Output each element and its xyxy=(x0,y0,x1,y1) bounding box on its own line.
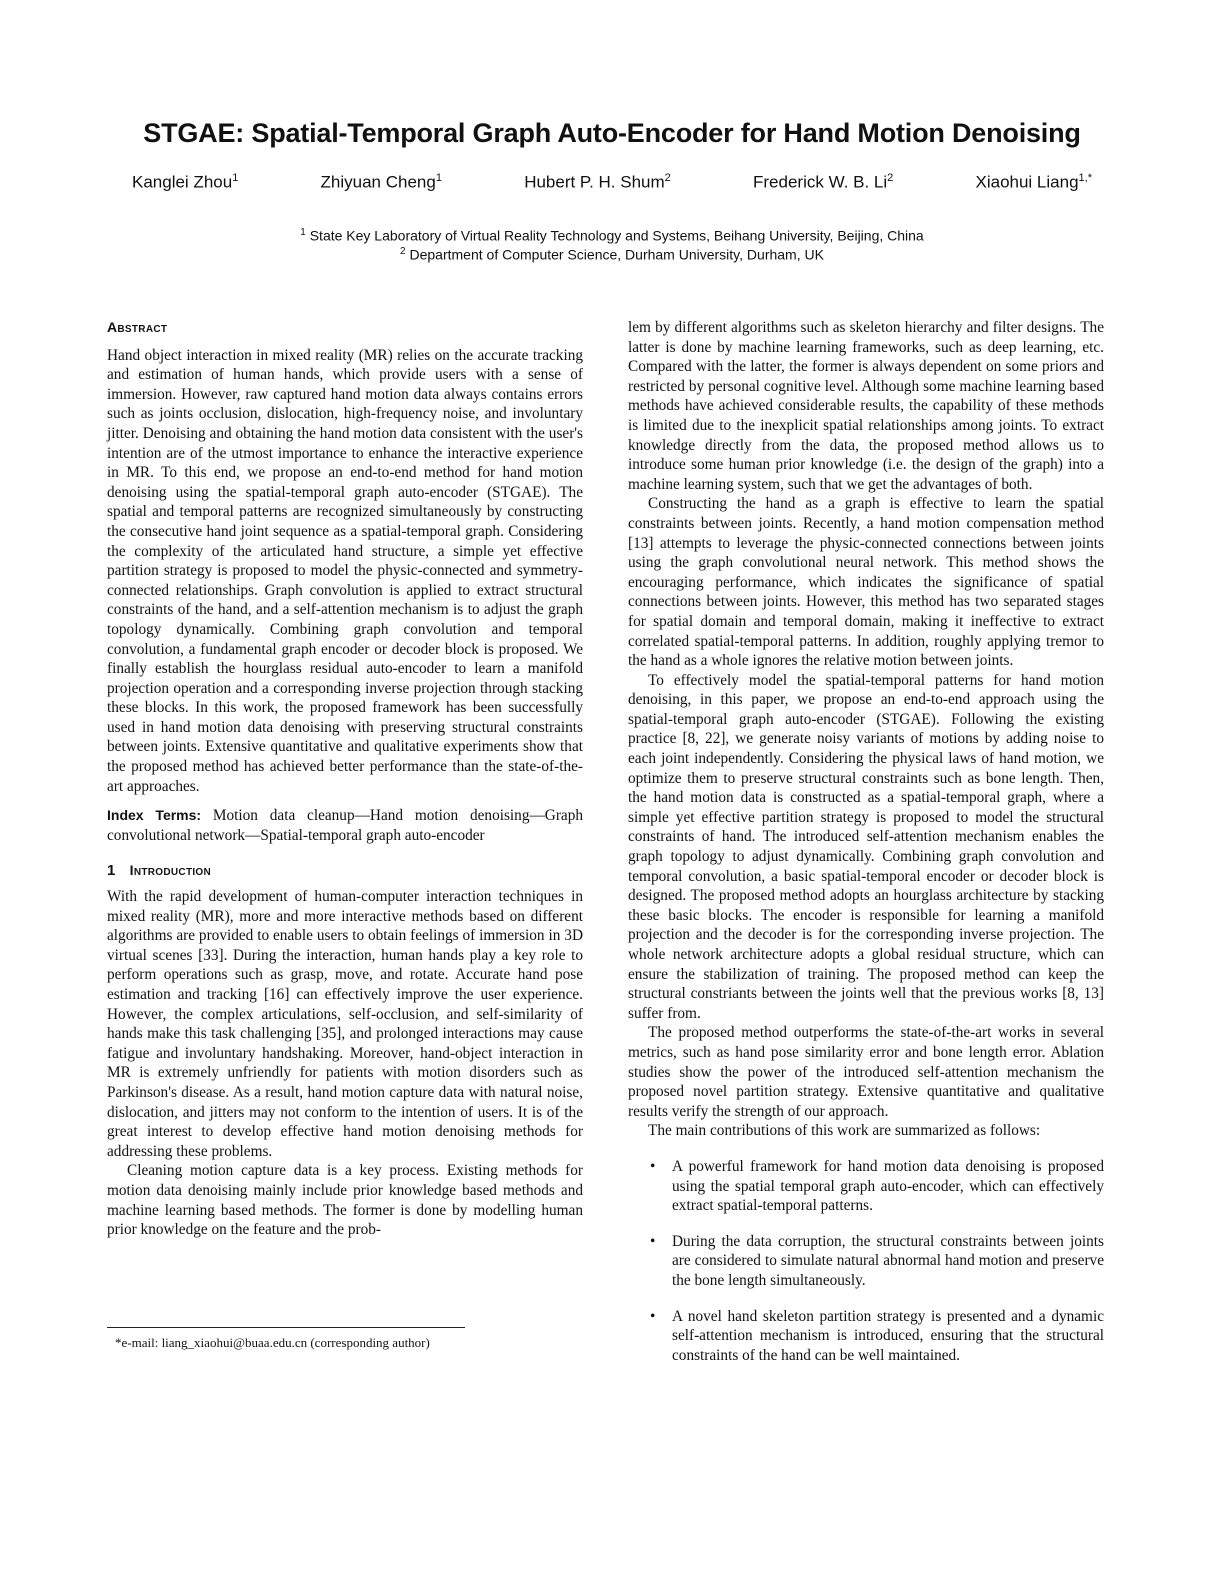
contribution-text: During the data corruption, the structural constraints between joints are considered to simulate natural abnormal hand motion and preserve the bone length simultaneously. xyxy=(672,1232,1104,1289)
contribution-text: A novel hand skeleton partition strategy is presented and a dynamic self-attention mechanism is introduced, ensuring that the structural constraints of the hand can be well maintained. xyxy=(672,1307,1104,1364)
author-name: Hubert P. H. Shum xyxy=(524,172,665,192)
paper-title: STGAE: Spatial-Temporal Graph Auto-Encoder for Hand Motion Denoising xyxy=(143,118,1081,148)
affiliation-mark: 2 xyxy=(400,246,406,257)
contribution-item xyxy=(628,1307,1104,1366)
intro-paragraph-6: The main contributions of this work are summarized as follows: xyxy=(648,1122,1041,1140)
author-2 xyxy=(309,172,454,193)
footnote: *e-mail: liang_xiaohui@buaa.edu.cn (corresponding author) xyxy=(115,1335,430,1350)
author-1 xyxy=(120,172,250,193)
affiliation-mark: 1 xyxy=(300,227,306,238)
index-terms-label: Index Terms: xyxy=(107,807,202,824)
author-name: Zhiyuan Cheng xyxy=(320,172,436,192)
affiliation-text: Department of Computer Science, Durham University, Durham, UK xyxy=(409,246,824,263)
intro-paragraph-3: Constructing the hand as a graph is effective to learn the spatial constraints between joints. Recently, a hand motion compensation method [13] attempts to leverage the physic-connected connections between joints using the graph convolutional neural network. This method shows the encouraging performance, which indicates the significance of spatial connections between joints. However, this method has two separated stages for spatial domain and temporal domain, making it ineffective to extract correlated spatial-temporal patterns. In addition, roughly applying tremor to the hand as a whole ignores the relative motion between joints. xyxy=(628,495,1104,670)
author-affil-mark: 1,* xyxy=(1078,172,1092,184)
author-3 xyxy=(512,172,683,193)
author-affil-mark: 2 xyxy=(664,172,671,184)
author-affil-mark: 2 xyxy=(887,172,894,184)
affiliation-text: State Key Laboratory of Virtual Reality Technology and Systems, Beihang University, Beijing, China xyxy=(309,227,924,244)
intro-paragraph-5: The proposed method outperforms the state-of-the-art works in several metrics, such as hand pose similarity error and bone length error. Ablation studies show the power of the introduced self-attention mechanism the proposed novel partition strategy. Extensive quantitative and qualitative results verify the strength of our approach. xyxy=(628,1024,1104,1120)
author-affil-mark: 1 xyxy=(435,172,442,184)
author-name: Frederick W. B. Li xyxy=(753,172,888,192)
author-4 xyxy=(741,172,905,193)
abstract-heading xyxy=(107,318,583,338)
index-terms xyxy=(107,806,583,845)
left-column xyxy=(107,318,583,1240)
bullet-icon: • xyxy=(650,1157,656,1175)
intro-paragraph-2-start: Cleaning motion capture data is a key process. Existing methods for motion data denoising mainly include prior knowledge based methods and machine learning based methods. The former is done by modelling human prior knowledge on the feature and the prob- xyxy=(107,1162,583,1239)
bullet-icon: • xyxy=(650,1232,656,1250)
abstract-text: Hand object interaction in mixed reality (MR) relies on the accurate tracking and estimation of human hands, which provide users with a sense of immersion. However, raw captured hand motion data always contains errors such as joints occlusion, dislocation, high-frequency noise, and involuntary jitter. Denoising and obtaining the hand motion data consistent with the user's intention are of the utmost importance to enhance the interactive experience in MR. To this end, we propose an end-to-end method for hand motion denoising using the spatial-temporal graph auto-encoder (STGAE). The spatial and temporal patterns are recognized simultaneously by constructing the consecutive hand joint sequence as a spatial-temporal graph. Considering the complexity of the articulated hand structure, a simple yet effective partition strategy is proposed to model the physic-connected and symmetry-connected relationships. Graph convolution is applied to extract structural constraints of the hand, and a self-attention mechanism is to adjust the graph topology dynamically. Combining graph convolution and temporal convolution, a fundamental graph encoder or decoder block is proposed. We finally establish the hourglass residual auto-encoder to learn a manifold projection operation and a corresponding inverse projection through stacking these blocks. In this work, the proposed framework has been successfully used in hand motion data denoising with preserving structural constraints between joints. Extensive quantitative and qualitative experiments show that the proposed method has achieved better performance than the state-of-the-art approaches. xyxy=(107,346,583,795)
index-terms-text: Motion data cleanup—Hand motion denoising—Graph convolutional network—Spatial-temporal graph auto-encoder xyxy=(107,807,584,844)
section-number: 1 xyxy=(107,862,116,880)
author-name: Xiaohui Liang xyxy=(975,172,1079,192)
abstract-heading-text: Abstract xyxy=(107,319,168,335)
introduction-heading xyxy=(107,861,583,881)
footnote-rule xyxy=(107,1327,465,1328)
intro-paragraph-1: With the rapid development of human-computer interaction techniques in mixed reality (MR), more and more interactive methods based on different algorithms are provided to enable users to obtain feelings of immersion in 3D virtual scenes [33]. During the interaction, human hands play a key role to perform operations such as grasp, move, and rotate. Accurate hand pose estimation and tracking [16] can effectively improve the user experience. However, the complex articulations, self-occlusion, and self-similarity of hands make this task challenging [35], and prolonged interactions may cause fatigue and involuntary handshaking. Moreover, hand-object interaction in MR is extremely unfriendly for patients with motion disorders such as Parkinson's disease. As a result, hand motion capture data with natural noise, dislocation, and jitters may not conform to the intention of users. It is of the great interest to develop effective hand motion denoising methods for addressing these problems. xyxy=(107,888,583,1160)
contribution-item xyxy=(628,1157,1104,1216)
contribution-text: A powerful framework for hand motion data denoising is proposed using the spatial temporal graph auto-encoder, which can effectively extract spatial-temporal patterns. xyxy=(672,1157,1104,1215)
author-affil-mark: 1 xyxy=(232,172,239,184)
intro-paragraph-4: To effectively model the spatial-temporal patterns for hand motion denoising, in this paper, we propose an end-to-end approach using the spatial-temporal graph auto-encoder (STGAE). Following the existing practice [8, 22], we generate noisy variants of motions by adding noise to each joint independently. Considering the physical laws of hand motion, we optimize them to preserve structural constraints such as bone length. Then, the hand motion data is constructed as a spatial-temporal graph, where a simple yet effective partition strategy is proposed to model the structural constraints of hand. The introduced self-attention mechanism enables the graph topology to adjust dynamically. Combining graph convolution and temporal convolution, a basic spatial-temporal encoder or decoder block is designed. The proposed method adopts an hourglass architecture by stacking these basic blocks. The encoder is responsible for learning a manifold projection and the decoder is for the corresponding inverse projection. The whole network architecture adopts a global residual structure, which can ensure the stabilization of training. The proposed method can keep the structural constriants between the joints well that the previous works [8, 13] suffer from. xyxy=(628,671,1104,1022)
contribution-item xyxy=(628,1232,1104,1291)
author-name: Kanglei Zhou xyxy=(132,172,233,192)
intro-paragraph-2-continued: lem by different algorithms such as skeleton hierarchy and filter designs. The latter is done by machine learning frameworks, such as deep learning, etc. Compared with the latter, the former is always dependent on some priors and restricted by personal cognitive level. Although some machine learning based methods have achieved considerable results, the capability of these methods is limited due to the inexplicit spatial relationships among joints. To extract knowledge directly from the data, the proposed method allows us to introduce some human prior knowledge (i.e. the design of the graph) into a machine learning system, such that we get the advantages of both. xyxy=(628,319,1104,493)
author-5 xyxy=(964,172,1105,193)
section-title: Introduction xyxy=(129,862,212,879)
bullet-icon: • xyxy=(650,1307,656,1325)
affiliation-2 xyxy=(0,242,1224,265)
right-column xyxy=(628,318,1104,1381)
author-list xyxy=(120,172,1104,193)
contribution-list xyxy=(628,1157,1104,1365)
